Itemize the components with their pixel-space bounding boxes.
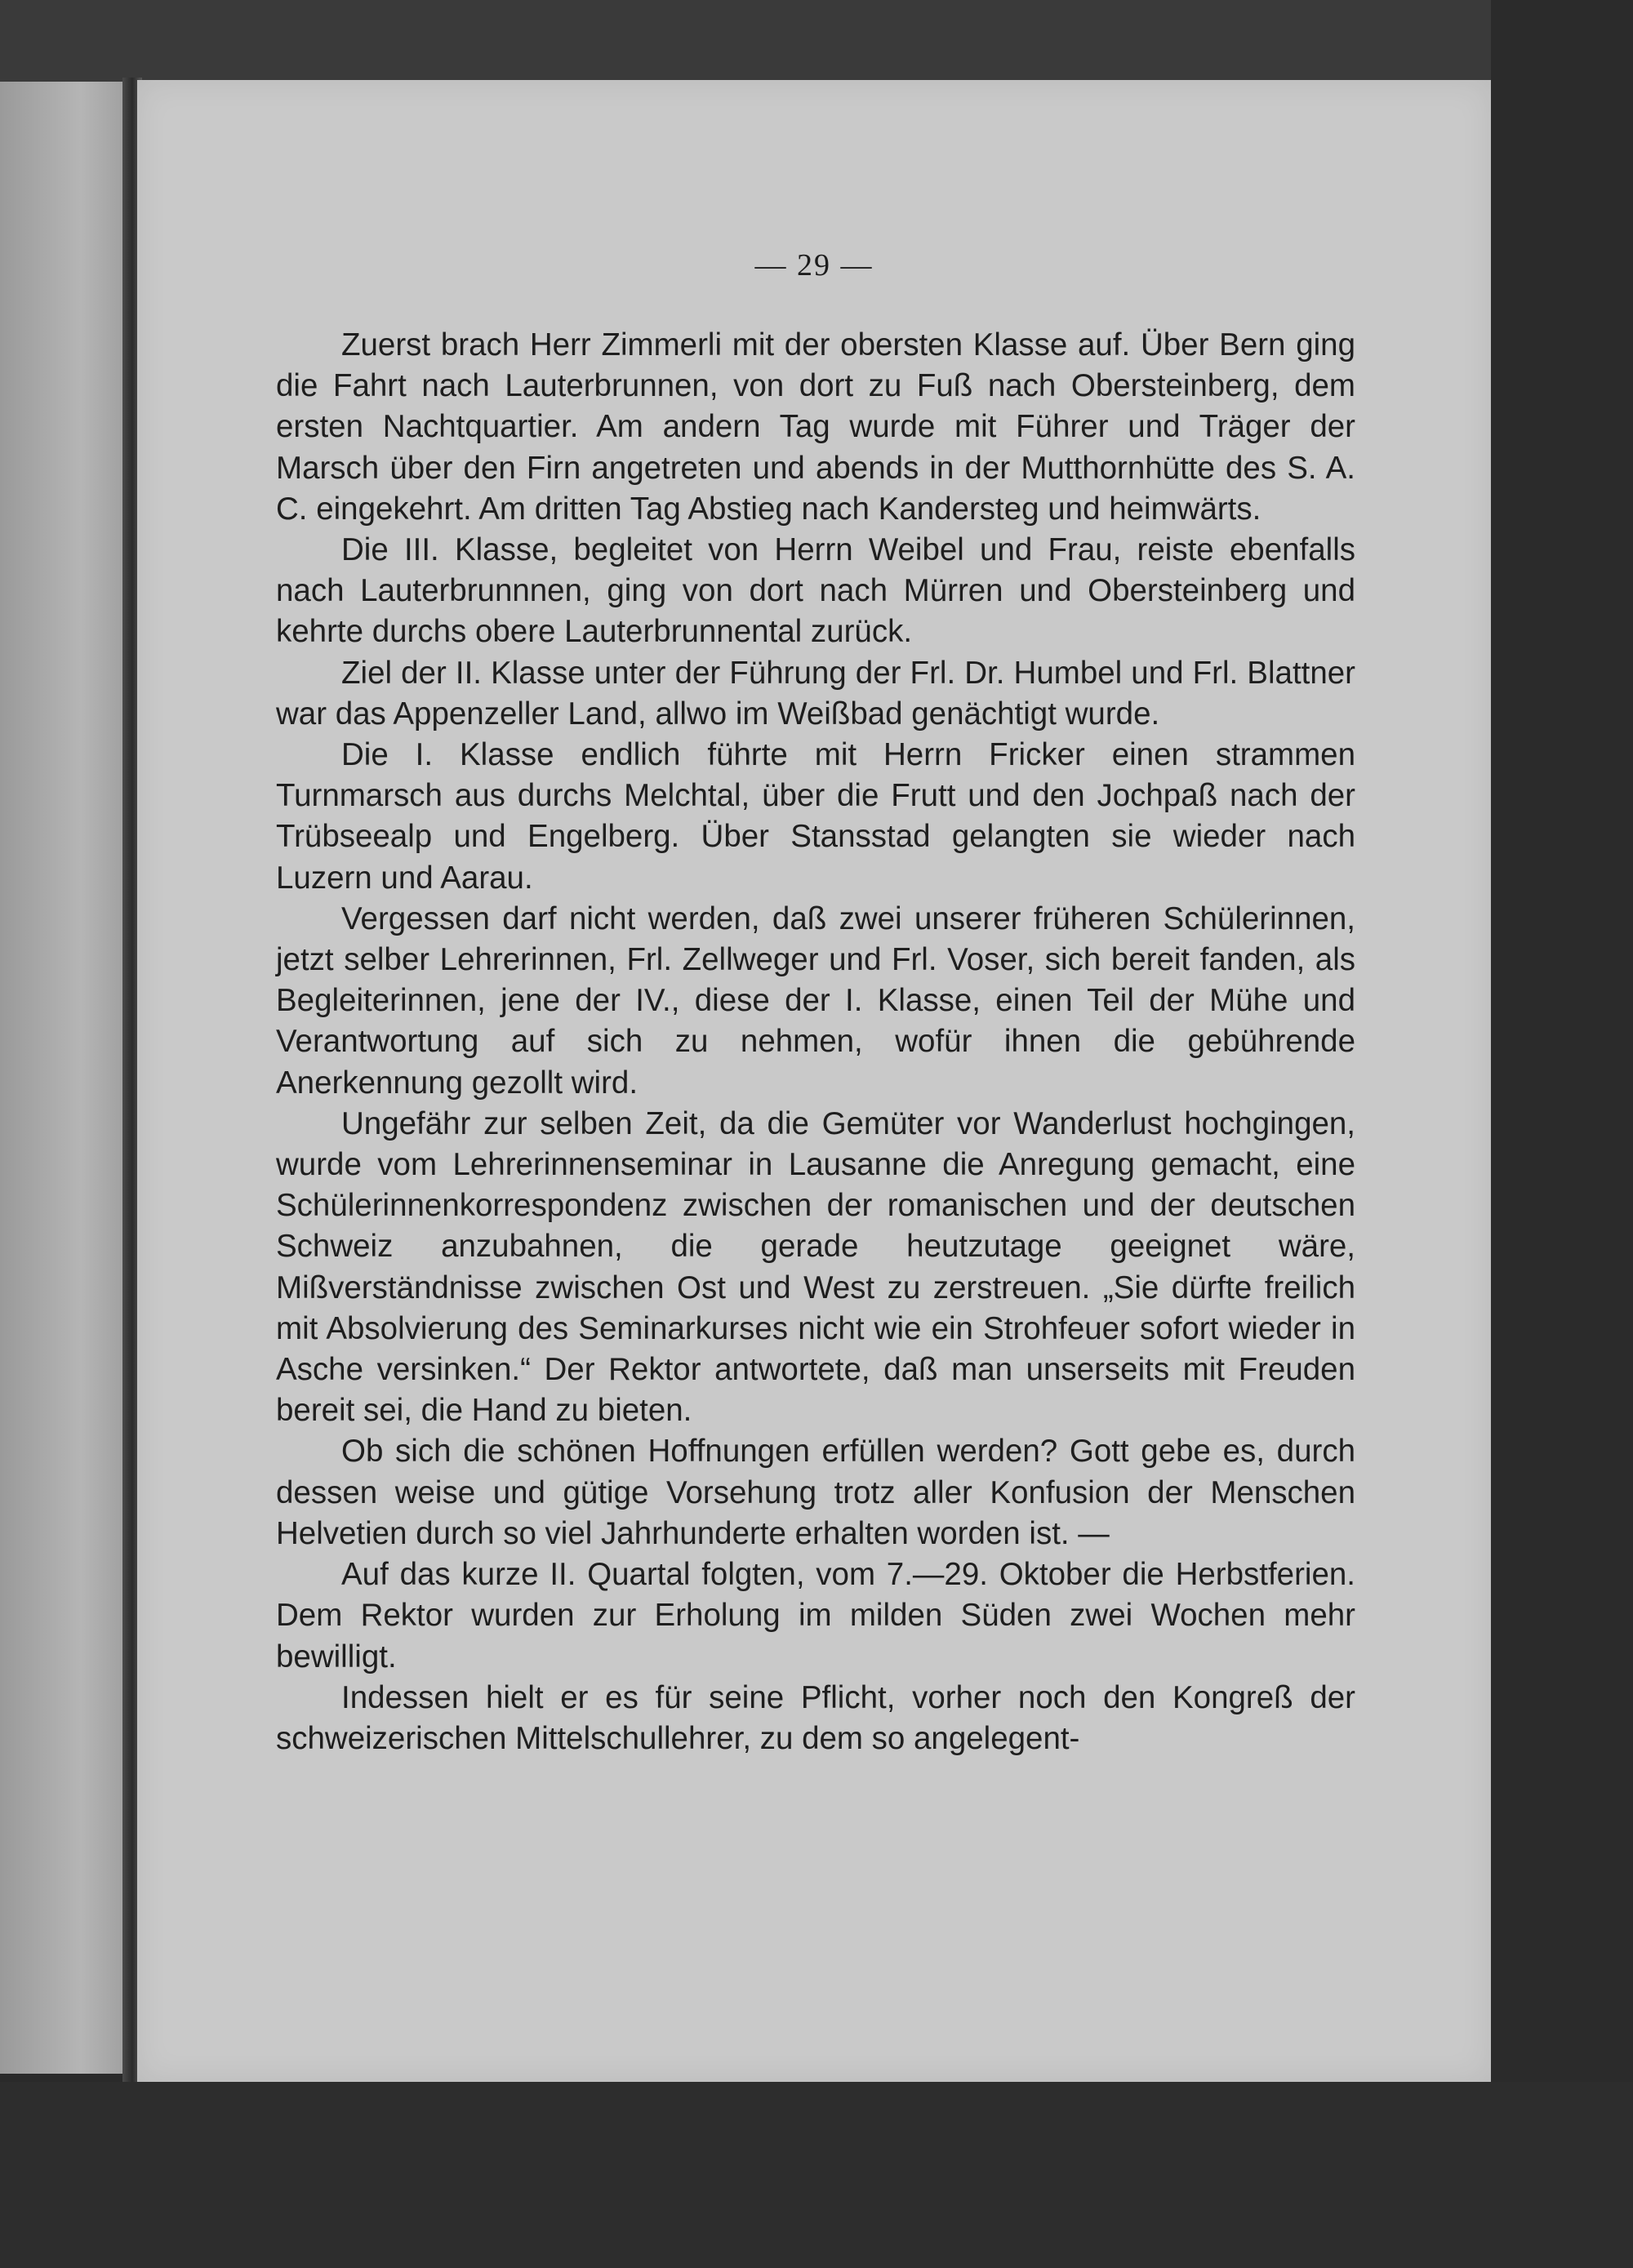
- paragraph: Ziel der II. Klasse unter der Führung der Frl. Dr. Humbel und Frl. Blattner war das Appenzeller Land, allwo im Weißbad genächtigt wurde.: [276, 655, 1355, 732]
- scan-background-top: [0, 0, 1633, 82]
- book-page: [137, 80, 1491, 2082]
- paragraph: Indessen hielt er es für seine Pflicht, vorher noch den Kongreß der schweizerischen Mittelschullehrer, zu dem so angelegent-: [276, 1679, 1355, 1756]
- scan-background-right: [1491, 0, 1633, 2268]
- paragraph: Zuerst brach Herr Zimmerli mit der obersten Klasse auf. Über Bern ging die Fahrt nach Lauterbrunnen, von dort zu Fuß nach Obersteinberg, dem ersten Nachtquartier. Am andern Tag wurde mit Führer und Träger der Marsch über den Firn angetreten und abends in der Mutthornhütte des S. A. C. eingekehrt. Am dritten Tag Abstieg nach Kandersteg und heimwärts.: [276, 327, 1355, 527]
- previous-page-edge: [0, 82, 135, 2074]
- body-text: [276, 325, 1355, 1759]
- paragraph: Vergessen darf nicht werden, daß zwei unserer früheren Schülerinnen, jetzt selber Lehrerinnen, Frl. Zellweger und Frl. Voser, sich bereit fanden, als Begleiterinnen, jene der IV., diese der I. Klasse, einen Teil der Mühe und Verantwortung auf sich zu nehmen, wofür ihnen die gebührende Anerkennung gezollt wird.: [276, 901, 1355, 1101]
- paragraph: Die I. Klasse endlich führte mit Herrn Fricker einen strammen Turnmarsch aus durchs Melchtal, über die Frutt und den Jochpaß nach der Trübseealp und Engelberg. Über Stansstad gelangten sie wieder nach Luzern und Aarau.: [276, 737, 1355, 896]
- paragraph: Ungefähr zur selben Zeit, da die Gemüter vor Wanderlust hochgingen, wurde vom Lehrerinnenseminar in Lausanne die Anregung gemacht, eine Schülerinnenkorrespondenz zwischen der romanischen und der deutschen Schweiz anzubahnen, die gerade heutzutage geeignet wäre, Mißverständnisse zwischen Ost und West zu zerstreuen. „Sie dürfte freilich mit Absolvierung des Seminarkurses nicht wie ein Strohfeuer sofort wieder in Asche versinken.“ Der Rektor antwortete, daß man unserseits mit Freuden bereit sei, die Hand zu bieten.: [276, 1105, 1355, 1429]
- page-number: — 29 —: [754, 248, 874, 282]
- paragraph: Die III. Klasse, begleitet von Herrn Weibel und Frau, reiste ebenfalls nach Lauterbrunnnen, ging von dort nach Mürren und Obersteinberg und kehrte durchs obere Lauterbrunnental zurück.: [276, 532, 1355, 650]
- paragraph: Ob sich die schönen Hoffnungen erfüllen werden? Gott gebe es, durch dessen weise und gütige Vorsehung trotz aller Konfusion der Menschen Helvetien durch so viel Jahrhunderte erhalten worden ist. —: [276, 1434, 1355, 1551]
- paragraph: Auf das kurze II. Quartal folgten, vom 7.—29. Oktober die Herbstferien. Dem Rektor wurden zur Erholung im milden Süden zwei Wochen mehr bewilligt.: [276, 1557, 1355, 1674]
- scan-background-bottom: [0, 2082, 1633, 2268]
